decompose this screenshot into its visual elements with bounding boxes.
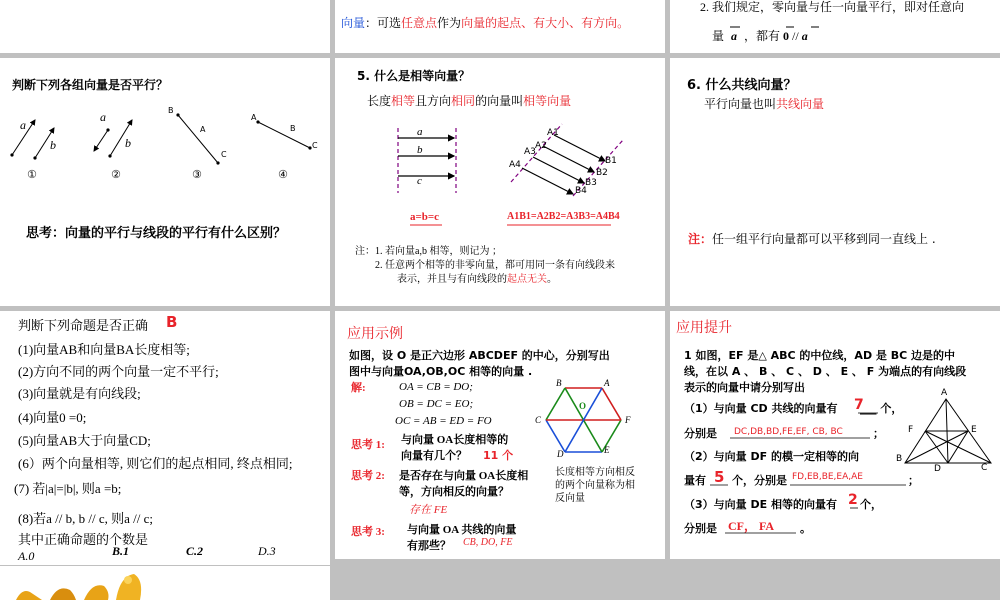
think-1-label: 思考 1:: [351, 439, 385, 451]
point-label: A1: [547, 128, 559, 138]
part-1-count: 7: [854, 397, 864, 413]
emphasis: 共线向量: [776, 97, 825, 111]
vector-label-a: a: [417, 126, 423, 138]
part-2-label: 量有: [684, 474, 706, 487]
think-2-label: 思考 2:: [351, 470, 385, 482]
decorative-art: [0, 566, 330, 600]
point-label: A4: [509, 160, 521, 170]
solution-label: 解:: [351, 382, 366, 394]
part-2-end: ；: [908, 474, 919, 487]
group-number-3: ③: [192, 168, 202, 181]
parallel-vectors-diagram: [0, 58, 330, 306]
label-b: b: [50, 138, 56, 152]
point-label-c: C: [312, 141, 318, 150]
panel-parallel-vectors: [0, 58, 330, 306]
any-point-word: 任意点: [401, 16, 438, 30]
choice-d[interactable]: D.3: [258, 544, 276, 558]
group-number-4: ④: [278, 168, 288, 181]
text-fragment: 平行向量也叫: [704, 97, 777, 111]
hex-vertex-e: E: [604, 445, 610, 455]
top-left-panel: [0, 0, 330, 53]
section-heading: 应用示例: [347, 326, 403, 342]
label-a: a: [20, 118, 26, 132]
hex-center-o: O: [579, 401, 587, 411]
answer-badge: B: [166, 313, 178, 331]
tri-vertex-c: C: [981, 463, 988, 473]
panel-equal-vectors: [335, 58, 665, 306]
proposition-4: (4)向量0 =0;: [18, 410, 87, 425]
equation-ab: A1B1=A2B2=A3B3=A4B4: [507, 211, 620, 222]
part-2-mid: 个，分别是: [732, 474, 787, 487]
part-1-list-end: ；: [873, 427, 884, 440]
panel-title: 5. 什么是相等向量？: [357, 69, 471, 83]
note-line2: 2. 任意两个相等的非零向量，都可用同一条有向线段来: [375, 260, 615, 271]
hex-vertex-a: A: [604, 378, 610, 388]
point-label: A3: [524, 147, 536, 157]
panel-collinear-vectors: [670, 58, 1000, 306]
note-line1: 注：1. 若向量a,b 相等，则记为 ；: [355, 246, 502, 257]
text-fragment: 。: [547, 274, 557, 285]
proposition-6: (6）两个向量相等, 则它们的起点相同, 终点相同;: [18, 456, 293, 471]
opposite-vector-note-2: 的两个向量称为相: [555, 480, 635, 491]
vector-label-b: b: [417, 144, 423, 156]
zero-vector-symbol: 0: [783, 29, 790, 43]
panel-title: 6. 什么共线向量？: [687, 78, 797, 93]
question-line3: 表示的向量中请分别写出: [684, 381, 805, 394]
panel-application-advanced: [670, 311, 1000, 559]
question-line2: 图中与向量OA,OB,OC 相等的向量 .: [349, 365, 533, 378]
point-label: B1: [605, 156, 617, 166]
thinking-question: 思考：向量的平行与线段的平行有什么区别？: [26, 226, 287, 241]
part-3-list-end: 。: [800, 522, 811, 535]
vector-definition-line: [341, 14, 629, 31]
proposition-3: (3)向量就是有向线段;: [18, 386, 141, 401]
hex-vertex-d: D: [557, 449, 564, 459]
group-number-2: ②: [111, 168, 121, 181]
hex-vertex-b: B: [556, 378, 562, 388]
think-3-line2: 有那些？: [407, 540, 451, 552]
part-1-question: （1）与向量 CD 共线的向量有: [684, 402, 838, 415]
text-fragment: 量: [712, 29, 725, 43]
solution-line3: OC = AB = ED = FO: [395, 415, 492, 427]
point-label-c: C: [221, 150, 227, 159]
emphasis: 相等: [391, 94, 416, 108]
point-label: B3: [585, 178, 597, 188]
top-right-panel: [670, 0, 1000, 53]
solution-line2: OB = DC = EO;: [399, 398, 474, 410]
think-1-line2: 向量有几个？: [401, 450, 467, 462]
section-heading: 应用提升: [676, 320, 732, 336]
text-fragment: 且方向: [415, 94, 452, 108]
tri-vertex-e: E: [971, 425, 977, 435]
question-line1: 1 如图，EF 是△ ABC 的中位线，AD 是 BC 边是的中: [684, 349, 956, 362]
point-label-a: A: [200, 125, 206, 134]
part-2-answer: FD,EB,BE,EA,AE: [792, 472, 863, 482]
text-fragment: ，都有: [744, 29, 781, 43]
think-2-answer: 存在 FE: [409, 504, 448, 516]
vector-a-symbol: a: [801, 29, 808, 43]
label-a: a: [100, 110, 106, 124]
part-2-question: （2）与向量 DF 的模一定相等的向: [684, 450, 859, 463]
tri-vertex-f: F: [908, 425, 914, 435]
tri-vertex-b: B: [896, 454, 903, 464]
zero-vector-rule-line1: 2. 我们规定，零向量与任一向量平行，即对任意向: [700, 0, 965, 14]
proposition-7: (7) 若|a|=|b|, 则a =b;: [14, 481, 122, 496]
note-line3: [397, 270, 557, 285]
label-b: b: [125, 136, 131, 150]
panel-title: 判断下列各组向量是否平行？: [12, 78, 169, 92]
point-label-b: B: [290, 124, 296, 133]
think-3-line1: 与向量 OA 共线的向量: [407, 524, 517, 536]
part-3-end: 个，: [860, 498, 882, 511]
text-fragment: ：可选: [365, 16, 402, 30]
opposite-vector-note-1: 长度相等方向相反: [555, 467, 635, 478]
part-3-question: （3）与向量 DE 相等的向量有: [684, 498, 837, 511]
think-2-line1: 是否存在与向量 OA长度相: [399, 470, 529, 482]
vector-word: 向量: [341, 16, 366, 30]
equation-abc: a=b=c: [410, 211, 440, 223]
proposition-1: (1)向量AB和向量BA长度相等;: [18, 342, 190, 357]
text-fragment: 作为: [437, 16, 462, 30]
panel-title: 判断下列命题是否正确: [18, 319, 149, 334]
think-3-answer: CB, DO, FE: [463, 537, 513, 548]
tri-vertex-a: A: [941, 388, 948, 398]
text-fragment: 表示，并且与有向线段的: [397, 274, 507, 285]
vector-properties: 向量的起点、有大小、有方向。: [461, 16, 630, 30]
panel-application-example: [335, 311, 665, 559]
part-3-list-label: 分别是: [684, 522, 717, 535]
part-1-list-label: 分别是: [684, 427, 717, 440]
choice-c[interactable]: C.2: [186, 544, 204, 558]
point-label-b: B: [168, 106, 174, 115]
emphasis: 相同: [451, 94, 476, 108]
choice-a[interactable]: A.0: [18, 549, 35, 563]
vector-arrows-top: [670, 0, 1000, 53]
part-1-end: ___ 个，: [860, 402, 903, 415]
emphasis: 相等向量: [523, 94, 572, 108]
hex-vertex-c: C: [535, 415, 542, 425]
point-label: A2: [535, 141, 547, 151]
question-line1: 如图，设 O 是正六边形 ABCDEF 的中心，分别写出: [349, 349, 610, 362]
text-fragment: 任一组平行向量都可以平移到同一直线上 .: [712, 232, 936, 246]
opposite-vector-note-3: 反向量: [555, 493, 585, 504]
solution-line1: OA = CB = DO;: [399, 381, 473, 393]
note-label: 注：: [688, 232, 713, 246]
triangle-diagram: [670, 311, 1000, 559]
proposition-2: (2)方向不同的两个向量一定不平行;: [18, 364, 219, 379]
hexagon-diagram: [335, 311, 665, 559]
think-1-answer: 11 个: [483, 449, 514, 462]
part-2-count: 5: [714, 468, 725, 486]
group-number-1: ①: [27, 168, 37, 181]
proposition-8: (8)若a // b, b // c, 则a // c;: [18, 511, 154, 526]
question-stem: 其中正确命题的个数是: [18, 532, 149, 547]
part-1-answer: DC,DB,BD,FE,EF, CB, BC: [734, 427, 843, 437]
tri-vertex-d: D: [934, 464, 941, 474]
emphasis: 起点无关: [507, 274, 547, 285]
part-3-count: 2: [848, 492, 858, 508]
vector-label-c: c: [417, 175, 422, 187]
panel-propositions: [0, 311, 330, 565]
point-label: B4: [575, 186, 587, 196]
collinear-definition: [704, 95, 824, 112]
part-3-answer: CF， FA: [728, 519, 775, 533]
point-label: B2: [596, 168, 608, 178]
think-1-line1: 与向量 OA长度相等的: [401, 434, 509, 446]
proposition-5: (5)向量AB大于向量CD;: [18, 433, 151, 448]
parallel-symbol: //: [792, 29, 799, 43]
think-2-line2: 等，方向相反的向量？: [399, 486, 509, 498]
choice-b[interactable]: B.1: [112, 544, 130, 558]
text-fragment: 长度: [367, 94, 392, 108]
text-fragment: 的向量叫: [475, 94, 524, 108]
hex-vertex-f: F: [625, 415, 631, 425]
question-line2: 线，在以 A 、 B 、 C 、 D 、 E 、 F 为端点的有向线段: [684, 365, 967, 378]
vector-a-symbol: a: [731, 29, 738, 43]
bottom-left-partial-panel: [0, 566, 330, 600]
point-label-a: A: [251, 113, 257, 122]
collinear-note: [688, 230, 936, 247]
top-middle-panel: [335, 0, 665, 53]
think-3-label: 思考 3:: [351, 526, 385, 538]
